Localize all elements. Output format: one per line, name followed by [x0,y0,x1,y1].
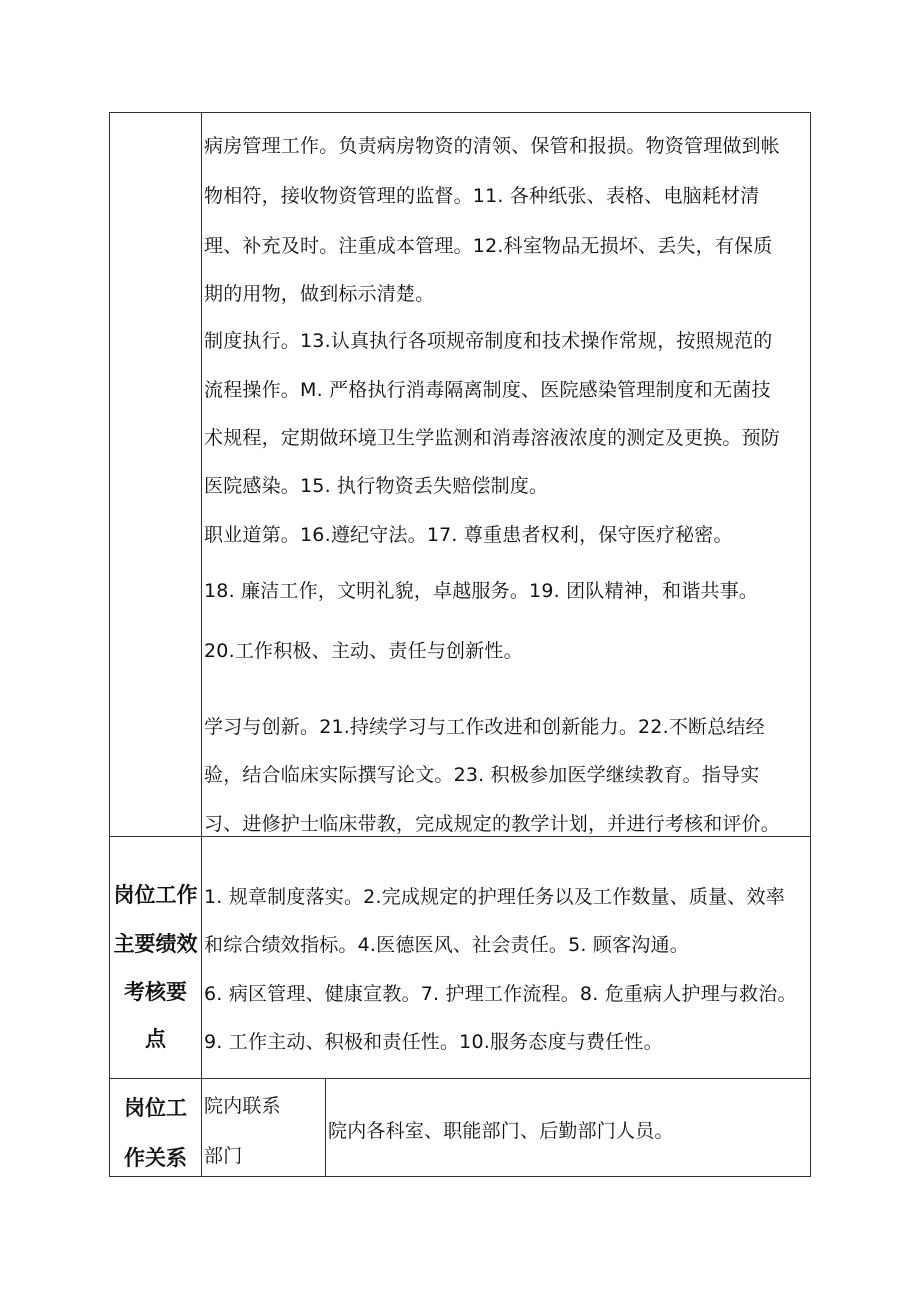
duties-line: 习、进修护士临床带教，完成规定的教学计划，并进行考核和评价。 [204,813,781,835]
duties-line: 病房管理工作。负责病房物资的清领、保管和报损。物资管理做到帐 [204,135,781,157]
duties-line: 流程操作。M. 严格执行消毒隔离制度、医院感染管理制度和无菌技 [204,379,771,401]
row-divider-2 [109,1078,811,1079]
kpi-label-line: 考核要 [124,980,187,1004]
kpi-label-line: 点 [145,1027,166,1051]
relation-sub-label: 部门 [204,1145,243,1167]
duties-line: 学习与创新。21.持续学习与工作改进和创新能力。22.不断总结经 [204,716,765,738]
kpi-line: 9. 工作主动、积极和责任性。10.服务态度与费任性。 [204,1031,663,1053]
duties-line: 验，结合临床实际撰写论文。23. 积极参加医学继续教育。指导实 [204,764,760,786]
duties-line: 术规程，定期做环境卫生学监测和消毒溶液浓度的测定及更换。预防 [204,427,781,449]
duties-line: 20.工作积极、主动、责任与创新性。 [204,640,523,662]
relation-label-line: 作关系 [124,1146,187,1170]
sub-column-divider [325,1078,326,1177]
kpi-line: 6. 病区管理、健康宣教。7. 护理工作流程。8. 危重病人护理与救治。 [204,983,797,1005]
table-bottom-border [109,1176,811,1177]
duties-line: 制度执行。13.认真执行各项规帝制度和技术操作常规，按照规范的 [204,330,773,352]
row-divider-1 [109,836,811,837]
duties-line: 职业道第。16.遵纪守法。17. 尊重患者权利，保守医疗秘密。 [204,524,733,546]
kpi-line: 和综合绩效指标。4.医德医风、社会责任。5. 顾客沟通。 [204,934,689,956]
kpi-label-line: 岗位工作 [113,883,198,907]
kpi-label-line: 主要绩效 [113,932,198,956]
duties-line: 物相符，接收物资管理的监督。11. 各种纸张、表格、电脑耗材清 [204,185,760,207]
label-column-divider [201,112,202,1177]
table-right-border [810,112,811,1177]
duties-line: 理、补充及时。注重成本管理。12.科室物品无损坏、丢失，有保质 [204,235,773,257]
table-top-border [109,112,811,113]
kpi-line: 1. 规章制度落实。2.完成规定的护理任务以及工作数量、质量、效率 [204,886,785,908]
relation-sub-label: 院内联系 [204,1095,281,1117]
duties-line: 18. 廉洁工作，文明礼貌，卓越服务。19. 团队精神，和谐共事。 [204,580,759,602]
table-left-border [109,112,110,1177]
duties-line: 医院感染。15. 执行物资丢失赔偿制度。 [204,475,549,497]
duties-line: 期的用物，做到标示清楚。 [204,283,435,305]
relation-value: 院内各科室、职能部门、后勤部门人员。 [328,1120,674,1142]
relation-label-line: 岗位工 [124,1096,187,1120]
